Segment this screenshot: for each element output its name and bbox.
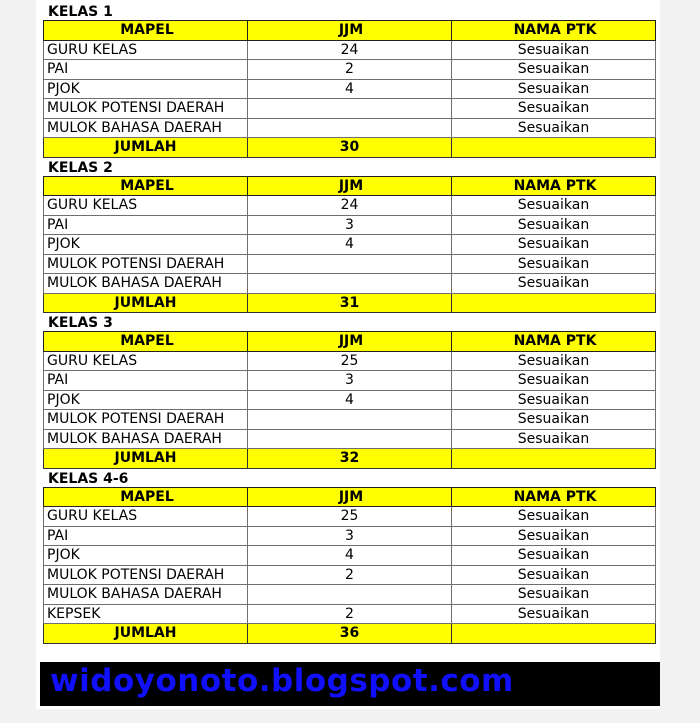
nama-ptk-cell: Sesuaikan [452, 585, 656, 605]
jjm-cell [248, 99, 452, 119]
jjm-cell: 25 [248, 351, 452, 371]
header-jjm: JJM [248, 332, 452, 352]
mapel-cell: MULOK BAHASA DAERAH [44, 118, 248, 138]
header-jjm: JJM [248, 487, 452, 507]
total-label: JUMLAH [44, 624, 248, 644]
nama-ptk-cell: Sesuaikan [452, 390, 656, 410]
nama-ptk-cell: Sesuaikan [452, 99, 656, 119]
header-nama-ptk: NAMA PTK [452, 21, 656, 41]
nama-ptk-cell: Sesuaikan [452, 118, 656, 138]
header-mapel: MAPEL [44, 487, 248, 507]
kelas-section [43, 4, 655, 158]
jjm-cell [248, 429, 452, 449]
table-row [44, 118, 656, 138]
nama-ptk-cell: Sesuaikan [452, 410, 656, 430]
table-header-row [44, 21, 656, 41]
mapel-cell: PAI [44, 371, 248, 391]
table-row [44, 565, 656, 585]
total-label: JUMLAH [44, 293, 248, 313]
mapel-cell: PJOK [44, 235, 248, 255]
nama-ptk-cell: Sesuaikan [452, 429, 656, 449]
jjm-cell: 2 [248, 604, 452, 624]
nama-ptk-cell: Sesuaikan [452, 526, 656, 546]
nama-ptk-cell: Sesuaikan [452, 60, 656, 80]
total-empty-cell [452, 624, 656, 644]
mapel-cell: GURU KELAS [44, 507, 248, 527]
jjm-cell [248, 254, 452, 274]
jjm-cell: 3 [248, 371, 452, 391]
kelas-title: KELAS 3 [48, 315, 113, 331]
mapel-cell: MULOK BAHASA DAERAH [44, 274, 248, 294]
total-empty-cell [452, 449, 656, 469]
total-value: 32 [248, 449, 452, 469]
document-content [43, 4, 655, 646]
mapel-cell: GURU KELAS [44, 40, 248, 60]
jjm-cell: 24 [248, 196, 452, 216]
nama-ptk-cell: Sesuaikan [452, 215, 656, 235]
jjm-cell: 24 [248, 40, 452, 60]
total-empty-cell [452, 293, 656, 313]
mapel-cell: MULOK BAHASA DAERAH [44, 429, 248, 449]
kelas-section [43, 160, 655, 314]
mapel-cell: MULOK POTENSI DAERAH [44, 99, 248, 119]
mapel-cell: MULOK POTENSI DAERAH [44, 254, 248, 274]
jjm-cell: 3 [248, 215, 452, 235]
mapel-cell: PJOK [44, 546, 248, 566]
table-row [44, 196, 656, 216]
mapel-cell: MULOK POTENSI DAERAH [44, 410, 248, 430]
kelas-title: KELAS 1 [48, 4, 113, 20]
total-value: 30 [248, 138, 452, 158]
kelas-title: KELAS 4-6 [48, 470, 129, 487]
total-value: 31 [248, 293, 452, 313]
table-header-row [44, 176, 656, 196]
watermark-text: widoyonoto.blogspot.com [50, 663, 514, 699]
mapel-cell: PJOK [44, 390, 248, 410]
header-mapel: MAPEL [44, 332, 248, 352]
nama-ptk-cell: Sesuaikan [452, 196, 656, 216]
jjm-table [43, 331, 656, 469]
jjm-table [43, 20, 656, 158]
total-row [44, 293, 656, 313]
mapel-cell: KEPSEK [44, 604, 248, 624]
total-label: JUMLAH [44, 138, 248, 158]
nama-ptk-cell: Sesuaikan [452, 235, 656, 255]
table-header-row [44, 332, 656, 352]
table-header-row [44, 487, 656, 507]
table-row [44, 40, 656, 60]
table-row [44, 99, 656, 119]
jjm-table [43, 176, 656, 314]
left-frame [0, 0, 36, 723]
header-nama-ptk: NAMA PTK [452, 487, 656, 507]
table-row [44, 526, 656, 546]
jjm-cell: 4 [248, 79, 452, 99]
jjm-cell: 4 [248, 235, 452, 255]
mapel-cell: PJOK [44, 79, 248, 99]
total-value: 36 [248, 624, 452, 644]
header-mapel: MAPEL [44, 21, 248, 41]
table-row [44, 429, 656, 449]
table-row [44, 274, 656, 294]
table-row [44, 507, 656, 527]
header-jjm: JJM [248, 176, 452, 196]
mapel-cell: PAI [44, 215, 248, 235]
mapel-cell: GURU KELAS [44, 351, 248, 371]
mapel-cell: PAI [44, 526, 248, 546]
table-row [44, 60, 656, 80]
table-row [44, 604, 656, 624]
right-frame [660, 0, 700, 723]
kelas-title: KELAS 2 [48, 159, 113, 176]
jjm-cell: 3 [248, 526, 452, 546]
mapel-cell: MULOK POTENSI DAERAH [44, 565, 248, 585]
total-row [44, 624, 656, 644]
table-row [44, 235, 656, 255]
kelas-section [43, 471, 655, 644]
mapel-cell: MULOK BAHASA DAERAH [44, 585, 248, 605]
header-jjm: JJM [248, 21, 452, 41]
jjm-cell: 25 [248, 507, 452, 527]
jjm-cell [248, 410, 452, 430]
watermark-banner [40, 662, 660, 706]
table-row [44, 215, 656, 235]
nama-ptk-cell: Sesuaikan [452, 351, 656, 371]
jjm-cell [248, 118, 452, 138]
nama-ptk-cell: Sesuaikan [452, 40, 656, 60]
mapel-cell: PAI [44, 60, 248, 80]
table-row [44, 410, 656, 430]
jjm-cell: 4 [248, 546, 452, 566]
nama-ptk-cell: Sesuaikan [452, 565, 656, 585]
kelas-section [43, 315, 655, 469]
table-row [44, 390, 656, 410]
table-row [44, 79, 656, 99]
jjm-cell [248, 274, 452, 294]
jjm-cell: 2 [248, 565, 452, 585]
bottom-frame [0, 709, 700, 723]
nama-ptk-cell: Sesuaikan [452, 79, 656, 99]
header-nama-ptk: NAMA PTK [452, 176, 656, 196]
table-row [44, 585, 656, 605]
nama-ptk-cell: Sesuaikan [452, 254, 656, 274]
jjm-table [43, 487, 656, 644]
table-row [44, 371, 656, 391]
nama-ptk-cell: Sesuaikan [452, 507, 656, 527]
nama-ptk-cell: Sesuaikan [452, 371, 656, 391]
header-nama-ptk: NAMA PTK [452, 332, 656, 352]
header-mapel: MAPEL [44, 176, 248, 196]
nama-ptk-cell: Sesuaikan [452, 546, 656, 566]
nama-ptk-cell: Sesuaikan [452, 604, 656, 624]
table-row [44, 546, 656, 566]
table-row [44, 254, 656, 274]
nama-ptk-cell: Sesuaikan [452, 274, 656, 294]
total-empty-cell [452, 138, 656, 158]
total-row [44, 138, 656, 158]
jjm-cell: 4 [248, 390, 452, 410]
total-label: JUMLAH [44, 449, 248, 469]
total-row [44, 449, 656, 469]
jjm-cell: 2 [248, 60, 452, 80]
table-row [44, 351, 656, 371]
mapel-cell: GURU KELAS [44, 196, 248, 216]
jjm-cell [248, 585, 452, 605]
